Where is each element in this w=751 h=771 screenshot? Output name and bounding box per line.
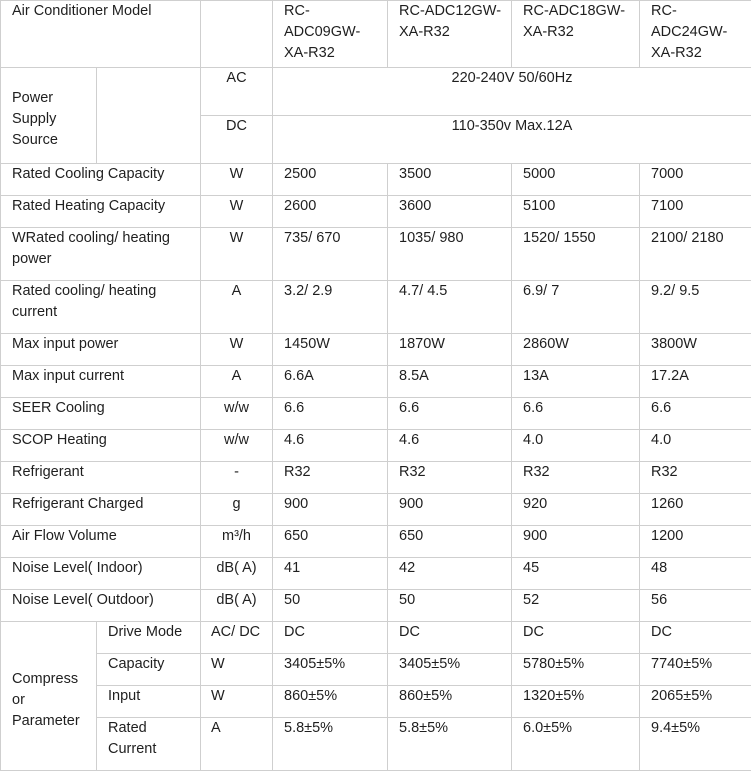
spec-row — [1, 590, 751, 622]
compressor-value: DC — [273, 622, 388, 654]
spec-row — [1, 281, 751, 334]
compressor-unit: A — [201, 718, 273, 771]
compressor-sub-label: Drive Mode — [97, 622, 201, 654]
compressor-value: 5780±5% — [512, 654, 640, 686]
row-value: 4.0 — [640, 430, 751, 462]
spec-row — [1, 228, 751, 281]
row-label: Rated cooling/ heating current — [1, 281, 201, 334]
row-value: 4.6 — [273, 430, 388, 462]
row-value: 1200 — [640, 526, 751, 558]
compressor-value: 5.8±5% — [388, 718, 512, 771]
row-label: Noise Level( Indoor) — [1, 558, 201, 590]
row-value: 48 — [640, 558, 751, 590]
compressor-value: 2065±5% — [640, 686, 751, 718]
ac-label: AC — [201, 68, 273, 116]
row-unit: A — [201, 281, 273, 334]
row-value: 9.2/ 9.5 — [640, 281, 751, 334]
model-header: RC- ADC24GW- XA-R32 — [640, 1, 751, 68]
row-value: 50 — [388, 590, 512, 622]
compressor-row — [1, 654, 751, 686]
spec-row — [1, 494, 751, 526]
row-value: 2860W — [512, 334, 640, 366]
row-value: 6.9/ 7 — [512, 281, 640, 334]
row-value: 2100/ 2180 — [640, 228, 751, 281]
row-value: 1450W — [273, 334, 388, 366]
row-value: 7000 — [640, 164, 751, 196]
spec-row — [1, 430, 751, 462]
row-value: 900 — [512, 526, 640, 558]
dc-label: DC — [201, 116, 273, 164]
row-value: 1520/ 1550 — [512, 228, 640, 281]
row-value: 56 — [640, 590, 751, 622]
row-value: 735/ 670 — [273, 228, 388, 281]
compressor-value: 6.0±5% — [512, 718, 640, 771]
row-unit: m³/h — [201, 526, 273, 558]
row-value: 17.2A — [640, 366, 751, 398]
row-value: 52 — [512, 590, 640, 622]
compressor-label: Compress or Parameter — [1, 622, 97, 771]
row-value: 41 — [273, 558, 388, 590]
spec-row — [1, 366, 751, 398]
row-value: 50 — [273, 590, 388, 622]
model-header: RC-ADC12GW- XA-R32 — [388, 1, 512, 68]
dc-value: 110-350v Max.12A — [273, 116, 751, 164]
row-value: 6.6 — [273, 398, 388, 430]
row-value: 650 — [273, 526, 388, 558]
row-label: Air Flow Volume — [1, 526, 201, 558]
compressor-value: 860±5% — [388, 686, 512, 718]
row-value: 5000 — [512, 164, 640, 196]
row-unit: W — [201, 196, 273, 228]
row-label: SEER Cooling — [1, 398, 201, 430]
power-supply-ac-row — [1, 68, 751, 116]
compressor-sub-label: Capacity — [97, 654, 201, 686]
model-header-label: Air Conditioner Model — [1, 1, 201, 68]
header-unit-cell — [201, 1, 273, 68]
compressor-value: 3405±5% — [273, 654, 388, 686]
row-value: R32 — [273, 462, 388, 494]
row-value: 3.2/ 2.9 — [273, 281, 388, 334]
row-label: Refrigerant Charged — [1, 494, 201, 526]
row-unit: g — [201, 494, 273, 526]
compressor-sub-label: Input — [97, 686, 201, 718]
compressor-row — [1, 718, 751, 771]
row-label: Rated Heating Capacity — [1, 196, 201, 228]
power-supply-blank — [97, 68, 201, 164]
compressor-unit: W — [201, 654, 273, 686]
row-value: 1260 — [640, 494, 751, 526]
ac-value: 220-240V 50/60Hz — [273, 68, 751, 116]
model-header: RC-ADC18GW- XA-R32 — [512, 1, 640, 68]
row-value: 4.6 — [388, 430, 512, 462]
row-unit: W — [201, 334, 273, 366]
compressor-value: DC — [640, 622, 751, 654]
row-value: 1870W — [388, 334, 512, 366]
row-unit: W — [201, 164, 273, 196]
row-unit: A — [201, 366, 273, 398]
spec-row — [1, 334, 751, 366]
row-label: Rated Cooling Capacity — [1, 164, 201, 196]
row-value: 900 — [273, 494, 388, 526]
spec-row — [1, 398, 751, 430]
compressor-value: 3405±5% — [388, 654, 512, 686]
row-value: 42 — [388, 558, 512, 590]
row-value: 900 — [388, 494, 512, 526]
compressor-row — [1, 686, 751, 718]
compressor-value: 9.4±5% — [640, 718, 751, 771]
row-value: 6.6A — [273, 366, 388, 398]
row-unit: w/w — [201, 398, 273, 430]
model-header: RC- ADC09GW- XA-R32 — [273, 1, 388, 68]
row-value: 3600 — [388, 196, 512, 228]
row-label: WRated cooling/ heating power — [1, 228, 201, 281]
row-value: 8.5A — [388, 366, 512, 398]
row-value: 13A — [512, 366, 640, 398]
row-label: Max input power — [1, 334, 201, 366]
row-value: 6.6 — [512, 398, 640, 430]
row-value: R32 — [388, 462, 512, 494]
compressor-value: 5.8±5% — [273, 718, 388, 771]
row-value: 2500 — [273, 164, 388, 196]
row-unit: w/w — [201, 430, 273, 462]
compressor-value: 1320±5% — [512, 686, 640, 718]
spec-row — [1, 196, 751, 228]
spec-row — [1, 526, 751, 558]
row-unit: dB( A) — [201, 558, 273, 590]
row-label: SCOP Heating — [1, 430, 201, 462]
row-value: 5100 — [512, 196, 640, 228]
header-row — [1, 1, 751, 68]
row-value: R32 — [640, 462, 751, 494]
row-value: 4.0 — [512, 430, 640, 462]
compressor-unit: W — [201, 686, 273, 718]
compressor-unit: AC/ DC — [201, 622, 273, 654]
row-value: 4.7/ 4.5 — [388, 281, 512, 334]
row-value: 45 — [512, 558, 640, 590]
row-value: 6.6 — [640, 398, 751, 430]
row-value: 6.6 — [388, 398, 512, 430]
compressor-value: DC — [512, 622, 640, 654]
spec-row — [1, 462, 751, 494]
compressor-row — [1, 622, 751, 654]
row-label: Noise Level( Outdoor) — [1, 590, 201, 622]
compressor-value: DC — [388, 622, 512, 654]
compressor-value: 860±5% — [273, 686, 388, 718]
row-value: 7100 — [640, 196, 751, 228]
row-value: R32 — [512, 462, 640, 494]
spec-row — [1, 558, 751, 590]
power-supply-label: Power Supply Source — [1, 68, 97, 164]
row-value: 2600 — [273, 196, 388, 228]
compressor-sub-label: Rated Current — [97, 718, 201, 771]
row-unit: dB( A) — [201, 590, 273, 622]
row-value: 650 — [388, 526, 512, 558]
row-label: Max input current — [1, 366, 201, 398]
row-value: 3800W — [640, 334, 751, 366]
row-unit: W — [201, 228, 273, 281]
compressor-value: 7740±5% — [640, 654, 751, 686]
row-value: 920 — [512, 494, 640, 526]
row-value: 3500 — [388, 164, 512, 196]
row-unit: - — [201, 462, 273, 494]
spec-row — [1, 164, 751, 196]
row-label: Refrigerant — [1, 462, 201, 494]
row-value: 1035/ 980 — [388, 228, 512, 281]
